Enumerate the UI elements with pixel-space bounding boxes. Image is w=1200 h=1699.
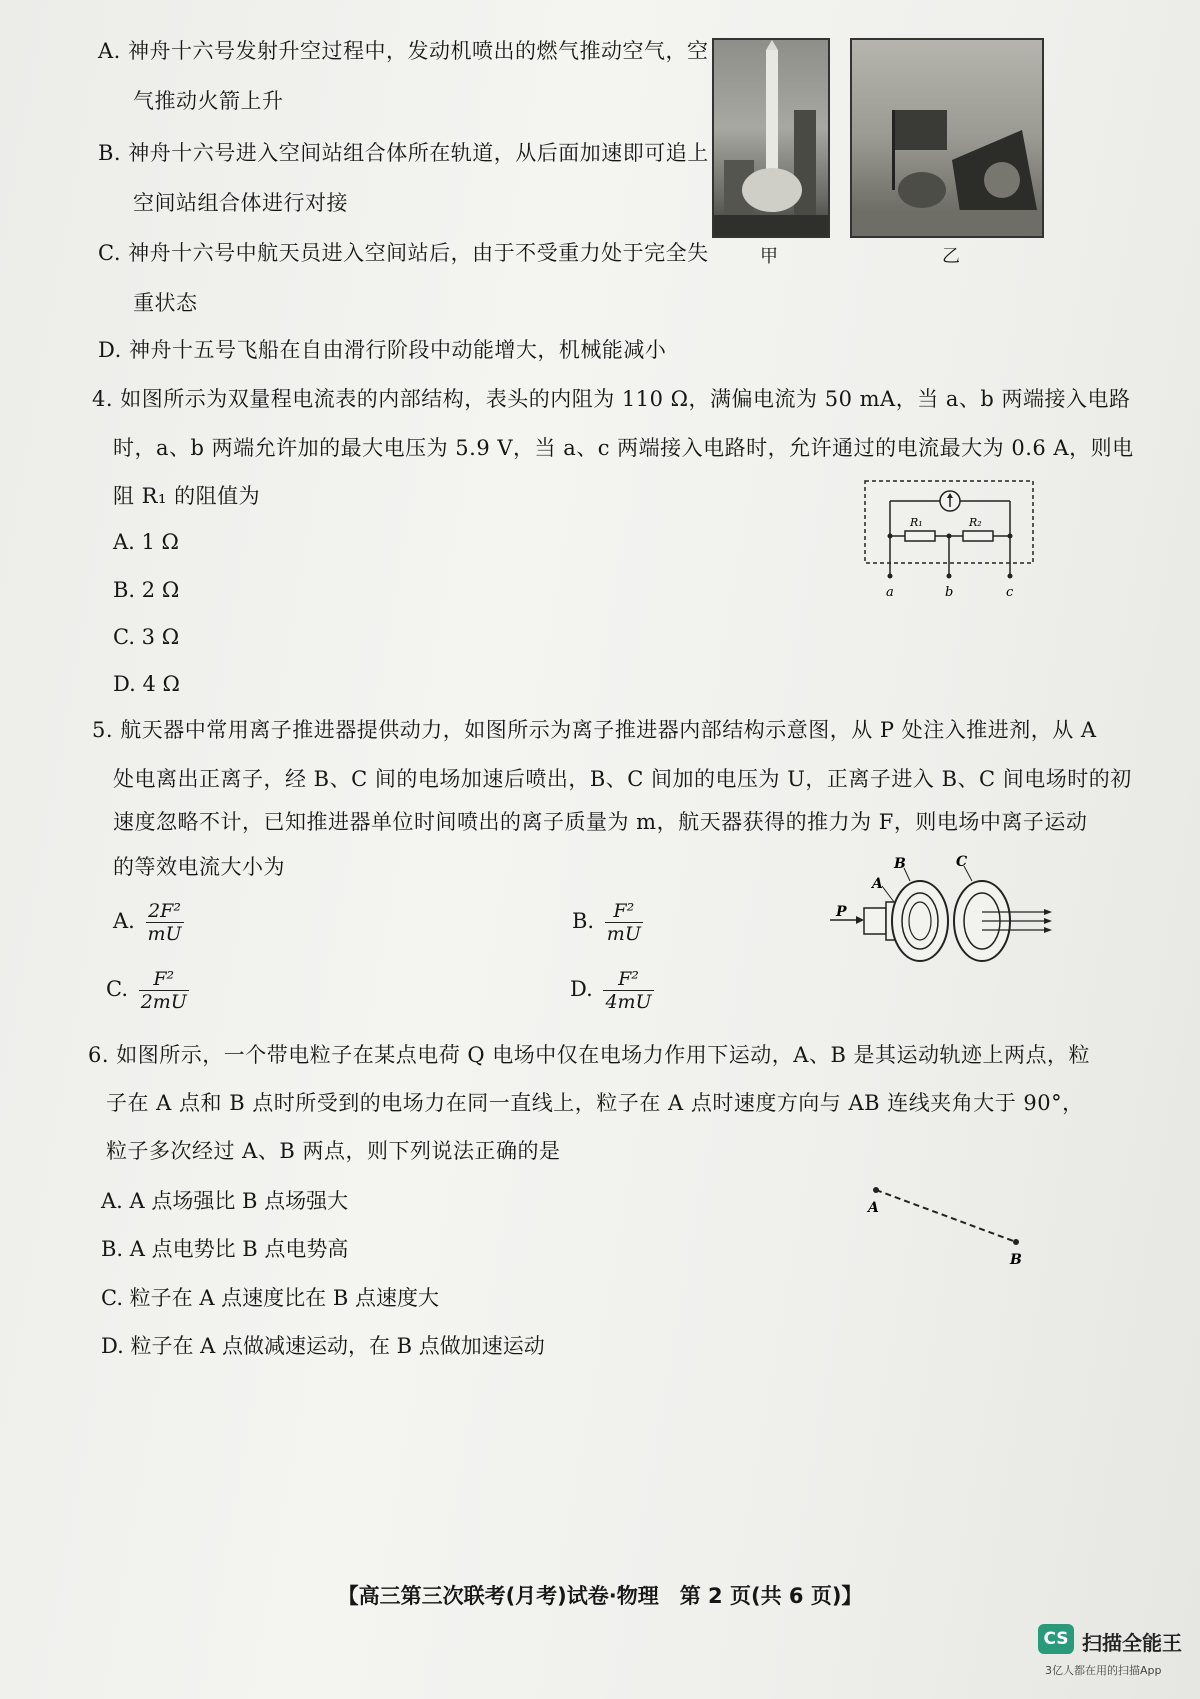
label-p: P (836, 904, 847, 920)
point-a (873, 1187, 879, 1193)
q5-option-c-letter: C. (106, 977, 128, 1001)
q5-stem-line1: 5. 航天器中常用离子推进器提供动力，如图所示为离子推进器内部结构示意图，从 P 处注入推进剂，从 A (92, 718, 1097, 742)
q5-option-a-letter: A. (113, 909, 135, 933)
q3-option-b-line1: B. 神舟十六号进入空间站组合体所在轨道，从后面加速即可追上 (98, 141, 709, 165)
terminal-a: a (886, 585, 894, 600)
point-b (1013, 1239, 1019, 1245)
ion-thruster-diagram (822, 850, 1062, 980)
camscanner-tagline: 3亿人都在用的扫描App (1045, 1664, 1162, 1677)
q5-option-c-fraction (139, 968, 189, 1013)
label-c: C (956, 854, 968, 870)
rocket-launch-photo (712, 38, 830, 238)
field-ab-diagram (862, 1180, 1032, 1270)
q5-option-b-denominator: mU (606, 923, 641, 945)
photo-caption-jia: 甲 (760, 246, 778, 267)
q3-option-c-line2: 重状态 (133, 291, 198, 315)
page-footer: 【高三第三次联考(月考)试卷·物理 第 2 页(共 6 页)】 (337, 1584, 863, 1608)
q5-option-b-letter: B. (572, 909, 595, 933)
q5-option-d-fraction (603, 968, 653, 1013)
ab-dashed-line (876, 1190, 1016, 1242)
label-point-a: A (868, 1200, 879, 1216)
ammeter-circuit-diagram (860, 476, 1040, 606)
q5-option-a-numerator: 2F² (146, 900, 184, 923)
q6-option-a: A. A 点场强比 B 点场强大 (101, 1189, 349, 1213)
q5-option-b (572, 900, 643, 945)
q3-option-d: D. 神舟十五号飞船在自由滑行阶段中动能增大，机械能减小 (98, 338, 667, 362)
q5-stem-line3: 速度忽略不计，已知推进器单位时间喷出的离子质量为 m，航天器获得的推力为 F，则电场中离子运动 (113, 810, 1088, 834)
q5-option-c-denominator: 2mU (140, 991, 187, 1013)
q5-option-d-denominator: 4mU (605, 991, 652, 1013)
q5-option-d-letter: D. (570, 977, 593, 1001)
q4-stem-line3: 阻 R₁ 的阻值为 (113, 484, 261, 508)
q6-option-c: C. 粒子在 A 点速度比在 B 点速度大 (101, 1286, 439, 1310)
q5-option-a (113, 900, 184, 945)
q6-stem-line2: 子在 A 点和 B 点时所受到的电场力在同一直线上，粒子在 A 点时速度方向与 AB 连线夹角大于 90°， (106, 1091, 1084, 1115)
q4-stem-line2: 时，a、b 两端允许加的最大电压为 5.9 V，当 a、c 两端接入电路时，允许通过的电流最大为 0.6 A，则电 (113, 436, 1134, 460)
q5-option-b-numerator: F² (605, 900, 643, 923)
q4-option-b: B. 2 Ω (113, 578, 180, 602)
q5-option-d (570, 968, 654, 1013)
capsule-landing-image (852, 40, 1042, 236)
resistor-r2 (963, 531, 993, 541)
q6-option-d: D. 粒子在 A 点做减速运动，在 B 点做加速运动 (101, 1334, 545, 1358)
q6-stem-line1: 6. 如图所示，一个带电粒子在某点电荷 Q 电场中仅在电场力作用下运动，A、B 是其运动轨迹上两点，粒 (88, 1043, 1091, 1067)
label-r2: R₂ (969, 516, 982, 529)
q5-option-c-numerator: F² (139, 968, 189, 991)
label-b: B (894, 856, 906, 872)
terminal-b: b (945, 585, 954, 600)
q5-option-b-fraction (605, 900, 643, 945)
q4-option-c: C. 3 Ω (113, 625, 180, 649)
photo-caption-yi: 乙 (942, 246, 960, 267)
q4-option-d: D. 4 Ω (113, 672, 180, 696)
q4-option-a: A. 1 Ω (113, 530, 179, 554)
q6-stem-line3: 粒子多次经过 A、B 两点，则下列说法正确的是 (106, 1139, 561, 1163)
q5-option-a-fraction (146, 900, 184, 945)
label-a: A (872, 876, 883, 892)
resistor-r1 (905, 531, 935, 541)
q4-stem-line1: 4. 如图所示为双量程电流表的内部结构，表头的内阻为 110 Ω，满偏电流为 50 mA，当 a、b 两端接入电路 (92, 387, 1131, 411)
q3-option-a-line1: A. 神舟十六号发射升空过程中，发动机喷出的燃气推动空气，空 (98, 39, 709, 63)
q5-stem-line2: 处电离出正离子，经 B、C 间的电场加速后喷出，B、C 间加的电压为 U，正离子进入 B、C 间电场时的初 (113, 767, 1132, 791)
label-point-b: B (1010, 1252, 1022, 1268)
capsule-landing-photo (850, 38, 1044, 238)
camscanner-name: 扫描全能王 (1082, 1631, 1182, 1655)
q5-option-c (106, 968, 189, 1013)
camscanner-logo-icon: CS (1038, 1624, 1074, 1654)
q3-option-b-line2: 空间站组合体进行对接 (133, 191, 348, 215)
q3-option-a-line2: 气推动火箭上升 (133, 89, 284, 113)
rocket-launch-image (714, 40, 828, 236)
injector-tube (864, 908, 886, 934)
q6-option-b: B. A 点电势比 B 点电势高 (101, 1237, 349, 1261)
terminal-c: c (1006, 585, 1014, 600)
q5-option-d-numerator: F² (603, 968, 653, 991)
q5-stem-line4: 的等效电流大小为 (113, 855, 285, 879)
q5-option-a-denominator: mU (147, 923, 182, 945)
label-r1: R₁ (910, 516, 923, 529)
q3-option-c-line1: C. 神舟十六号中航天员进入空间站后，由于不受重力处于完全失 (98, 241, 709, 265)
